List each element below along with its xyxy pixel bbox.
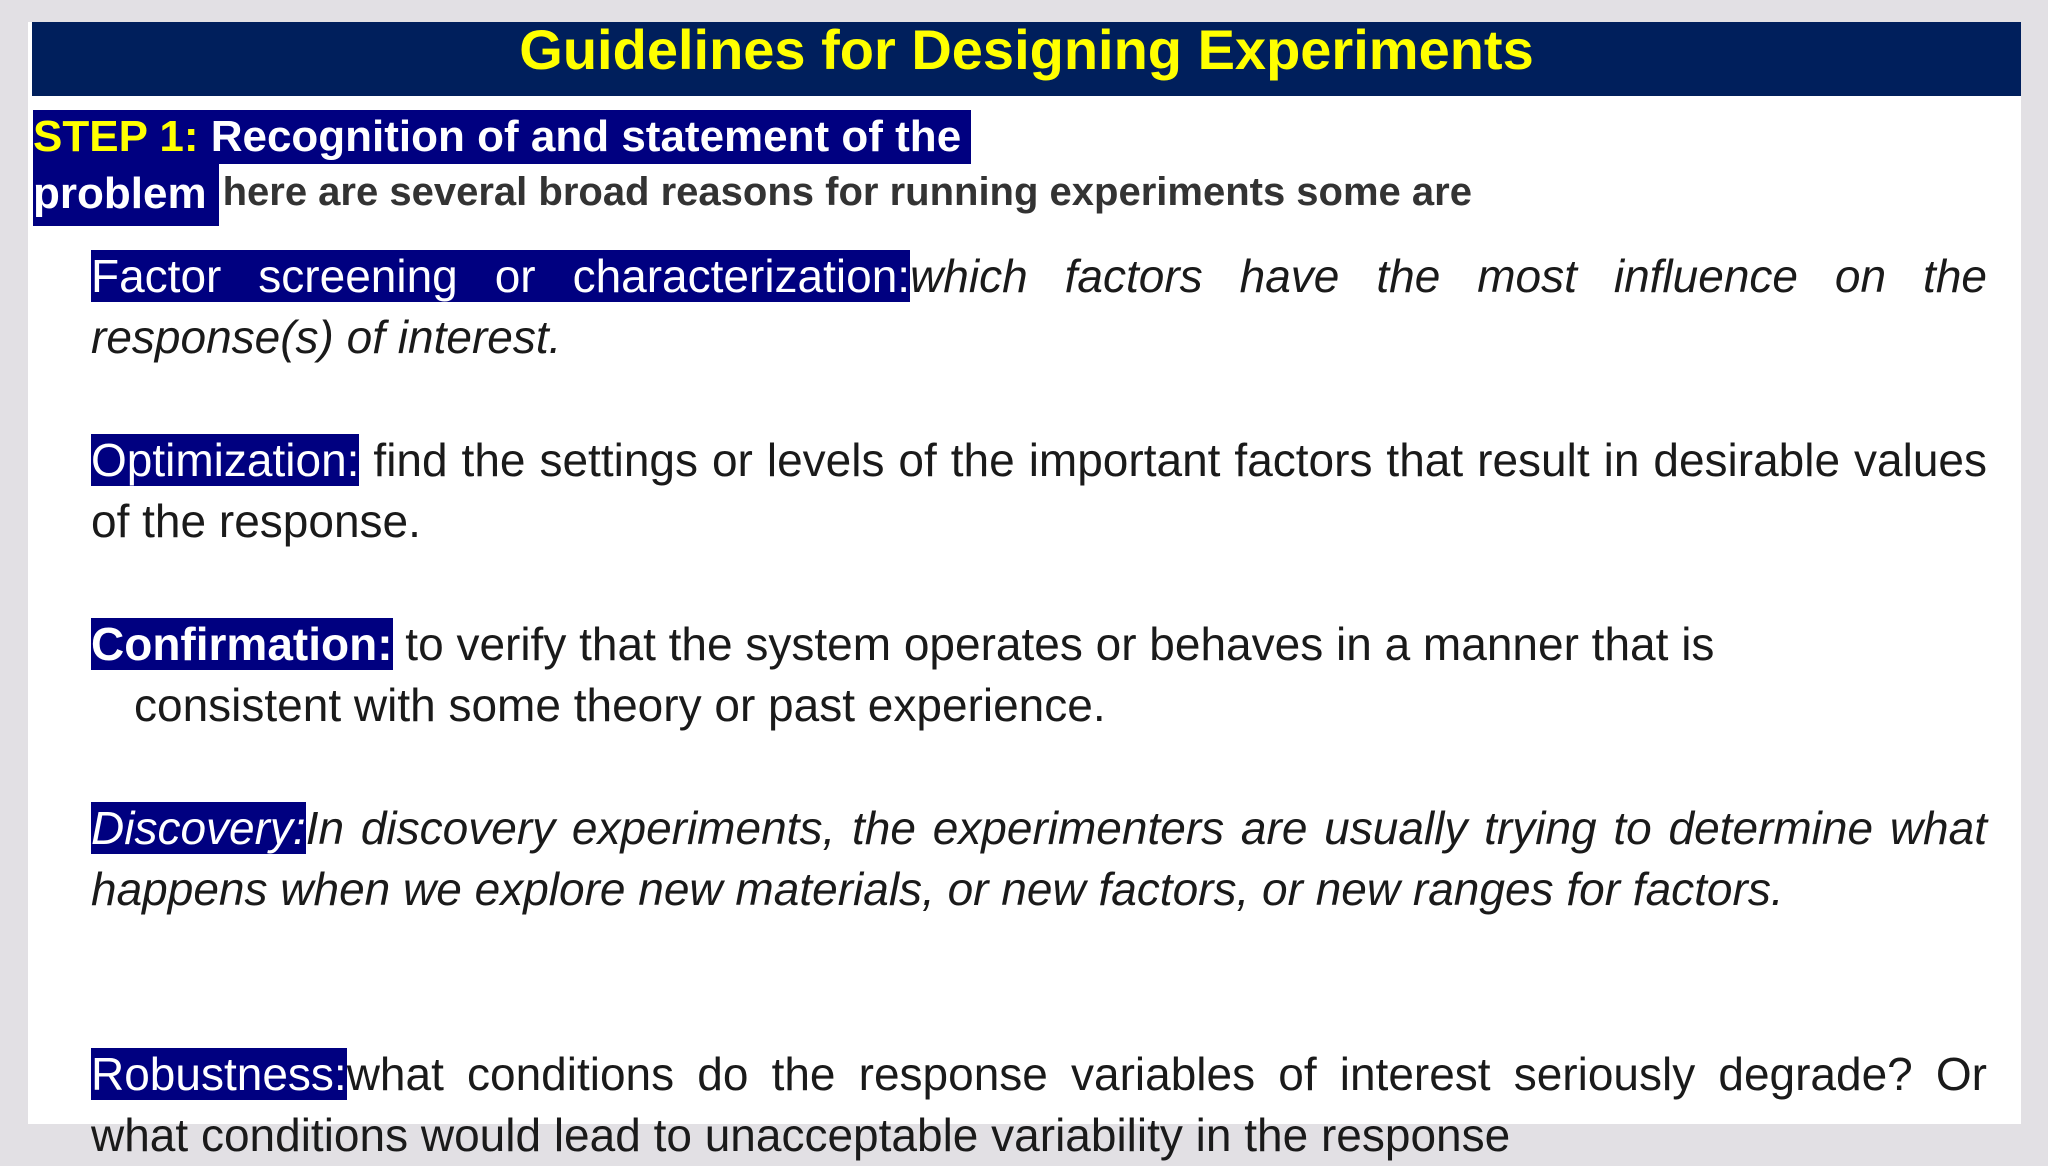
term-optimization: Optimization: <box>91 434 360 486</box>
item-confirmation <box>91 614 1987 736</box>
term-factor-screening: Factor screening or characterization: <box>91 250 911 302</box>
step-problem-word: problem <box>33 164 219 226</box>
term-confirmation: Confirmation: <box>91 618 393 670</box>
title-bar <box>32 18 2021 96</box>
step-heading-text: Recognition of and statement of the <box>198 112 962 161</box>
desc-discovery: In discovery experiments, the experimenters are usually trying to determine what happens when we explore new materials, or new factors, or new ranges for factors. <box>91 802 1987 915</box>
step-label: STEP 1: <box>33 112 199 161</box>
item-optimization <box>91 430 1987 552</box>
desc-robustness: what conditions do the response variables of interest seriously degrade? Or what conditions would lead to unacceptable variability in the response <box>91 1048 1987 1161</box>
item-discovery <box>91 798 1987 920</box>
item-factor-screening <box>91 246 1987 368</box>
desc-confirmation-line2: consistent with some theory or past experience. <box>134 679 1106 731</box>
reasons-intro: here are several broad reasons for running experiments some are <box>222 170 1472 214</box>
desc-optimization: find the settings or levels of the important factors that result in desirable values of the response. <box>91 434 1987 547</box>
desc-factor-screening: which factors have the most influence on the response(s) of interest. <box>91 250 1987 363</box>
desc-confirmation-line1: to verify that the system operates or behaves in a manner that is <box>392 618 1715 670</box>
term-discovery: Discovery: <box>91 802 306 854</box>
problem-row <box>33 164 1472 226</box>
item-robustness <box>91 1044 1987 1166</box>
step-heading <box>33 110 971 164</box>
slide-title: Guidelines for Designing Experiments <box>519 18 1534 81</box>
slide <box>28 18 2021 1161</box>
term-robustness: Robustness: <box>91 1048 347 1100</box>
